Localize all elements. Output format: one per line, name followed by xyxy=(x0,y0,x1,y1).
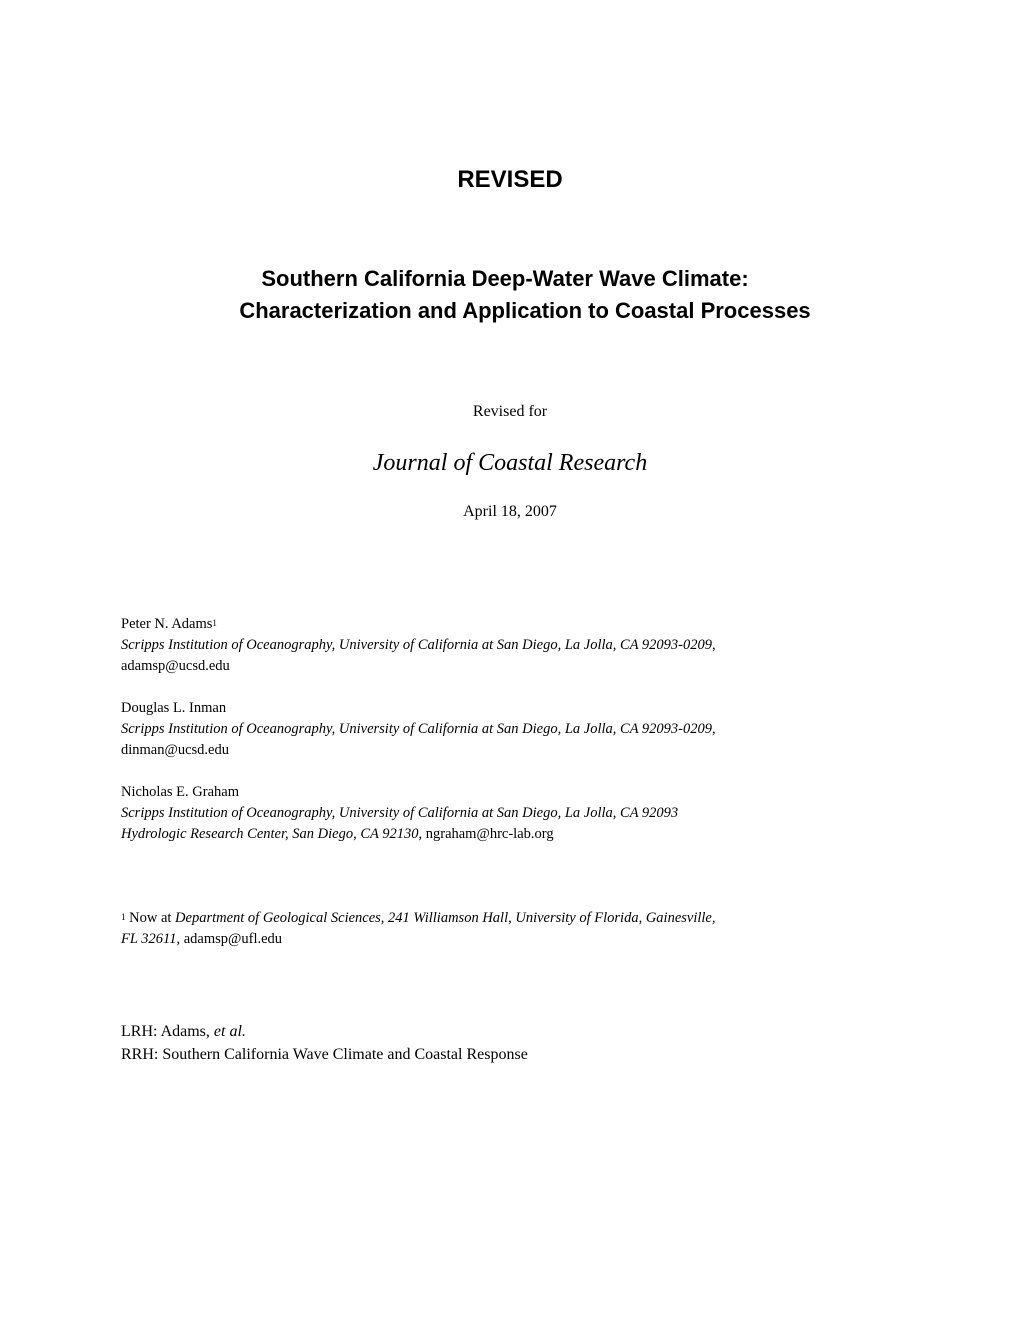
footnote-prefix: Now at xyxy=(125,910,176,926)
author-email: dinman@ucsd.edu xyxy=(121,742,229,758)
left-running-head: LRH: Adams, xyxy=(121,1023,214,1040)
affiliation-separator: , xyxy=(712,721,716,737)
footnote xyxy=(121,908,881,950)
author-affiliation: Scripps Institution of Oceanography, University of California at San Diego, La Jolla, CA 92093-0209 xyxy=(121,721,712,737)
footnote-email: , adamsp@ufl.edu xyxy=(176,931,283,947)
author-block xyxy=(121,782,911,845)
left-running-head-italic: et al. xyxy=(213,1023,246,1040)
author-footnote-marker: 1 xyxy=(212,618,217,628)
author-affiliation: Scripps Institution of Oceanography, University of California at San Diego, La Jolla, CA 92093 xyxy=(121,805,679,821)
author-name: Peter N. Adams xyxy=(121,616,213,632)
revised-for-label: Revised for xyxy=(472,403,548,420)
status-heading: REVISED xyxy=(457,166,563,193)
author-list xyxy=(121,614,911,866)
author-email: , ngraham@hrc-lab.org xyxy=(418,826,554,842)
footnote-affiliation-cont: FL 32611 xyxy=(121,931,177,947)
author-block xyxy=(121,614,911,677)
journal-name: Journal of Coastal Research xyxy=(372,450,648,476)
author-name: Nicholas E. Graham xyxy=(121,784,239,800)
author-affiliation-secondary: Hydrologic Research Center, San Diego, CA 92130 xyxy=(121,826,419,842)
footnote-marker: 1 xyxy=(121,912,126,922)
author-block xyxy=(121,698,911,761)
footnote-affiliation: Department of Geological Sciences, 241 Williamson Hall, University of Florida, Gainesville, xyxy=(175,910,716,926)
affiliation-separator: , xyxy=(712,637,716,653)
author-name: Douglas L. Inman xyxy=(121,700,227,716)
author-affiliation: Scripps Institution of Oceanography, University of California at San Diego, La Jolla, CA 92093-0209 xyxy=(121,637,712,653)
right-running-head: RRH: Southern California Wave Climate and Coastal Response xyxy=(121,1046,528,1063)
running-heads xyxy=(121,1020,528,1066)
paper-title-line-2: Characterization and Application to Coastal Processes xyxy=(239,298,811,323)
paper-title-line-1: Southern California Deep-Water Wave Climate: xyxy=(261,266,749,291)
author-email: adamsp@ucsd.edu xyxy=(121,658,230,674)
submission-date: April 18, 2007 xyxy=(463,503,557,520)
